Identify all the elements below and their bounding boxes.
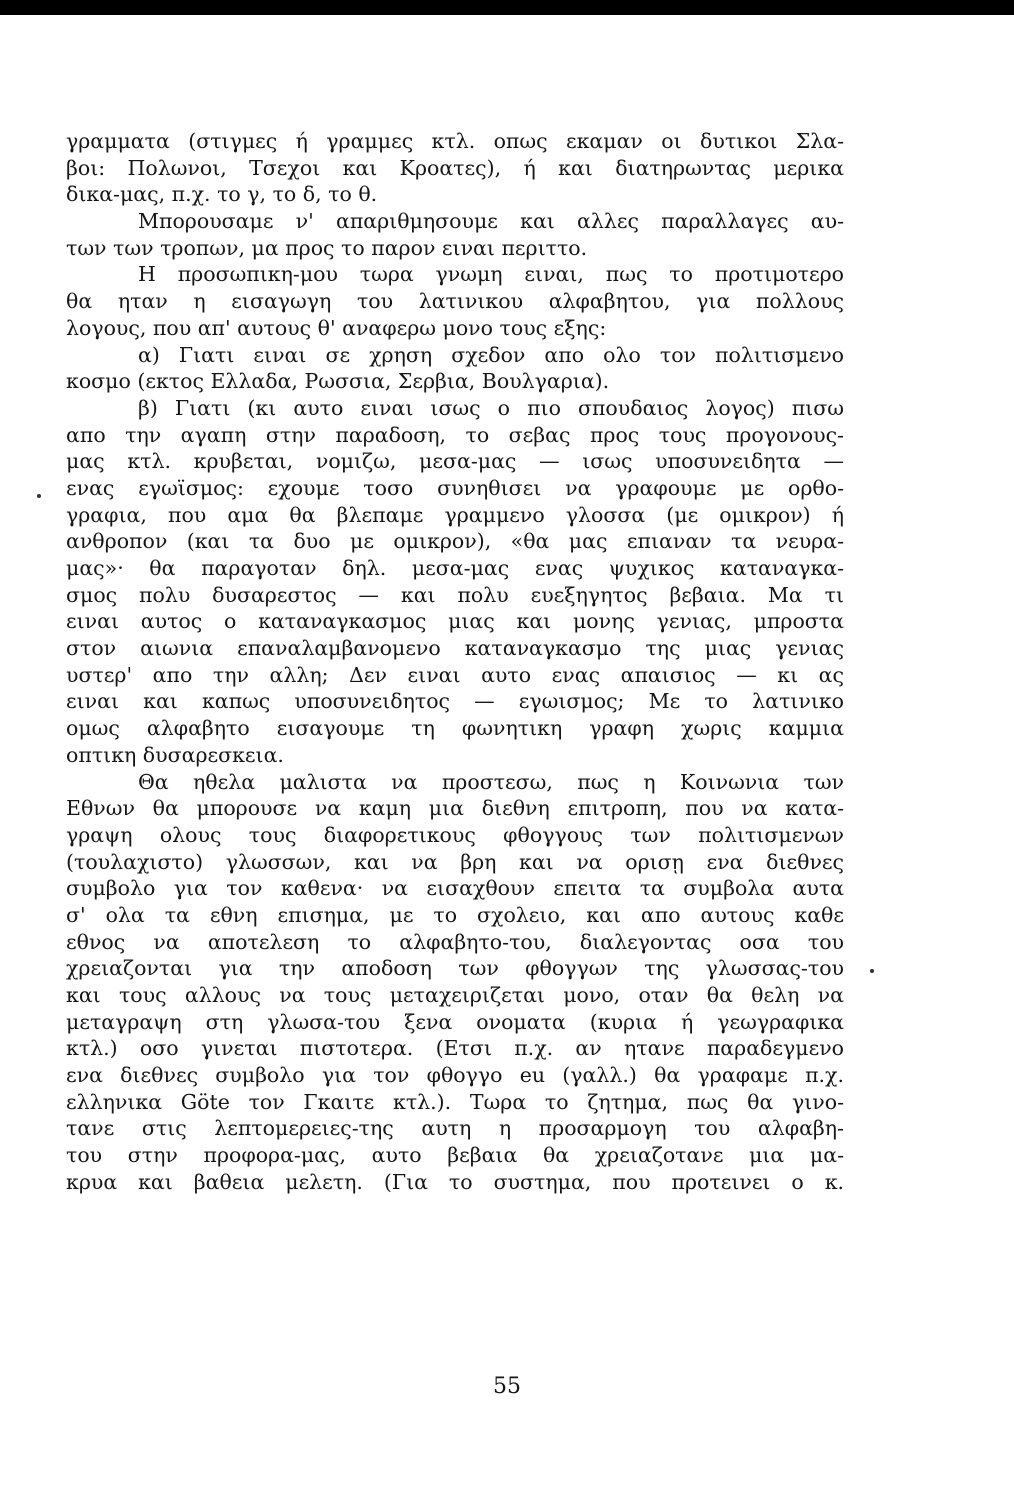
text-line: απο την αγαπη στην παραδοση, το σεβας προς τους προγονους- [66,422,844,447]
text-line: γραμματα (στιγμες ή γραμμες κτλ. οπως εκαμαν οι δυτικοι Σλα- [66,129,845,153]
paragraph-start-line: Θα ηθελα μαλιστα να προστεσω, πως η Κοινωνια των [138,769,844,794]
paragraph-start-line: Η προσωπικη-μου τωρα γνωμη ειναι, πως το προτιμοτερο [138,262,845,287]
text-line: ανθροπον (και τα δυο με ομικρον), «θα μας επιαναν τα νευρα- [66,529,845,554]
text-line: δικα-μας, π.χ. το γ, το δ, το θ. [66,182,378,207]
scan-top-border [0,0,1014,15]
text-line: τανε στις λεπτομερειες-της αυτη η προσαρμογη του αλφαβη- [66,1116,844,1141]
text-line: ενας εγωϊσμος: εχουμε τοσο συνηθισει να γραφουμε με ορθο- [66,475,844,500]
text-line: υστερ' απο την αλλη; Δεν ειναι αυτο ενας απαισιος — κι ας [66,662,844,687]
text-line: χρειαζονται για την αποδοση των φθογγων της γλωσσας-του [66,956,844,981]
text-line: κοσμο (εκτος Ελλαδα, Ρωσσια, Σερβια, Βουλγαρια). [66,369,610,394]
text-line: οπτικη δυσαρεσκεια. [66,742,284,767]
text-line: (τουλαχιστο) γλωσσων, και να βρη και να ορισῃ ενα διεθνες [66,849,845,874]
text-line: ομως αλφαβητο εισαγουμε τη φωνητικη γραφη χωρις καμμια [66,716,844,741]
text-line: ειναι και καπως υποσυνειδητος — εγωισμος; Με το λατινικο [66,689,845,714]
text-line: γραψη ολους τους διαφορετικους φθογγους των πολιτισμενων [66,822,844,847]
scan-speck [37,494,41,498]
text-line: στον αιωνια επαναλαμβανομενο καταναγκασμο της μιας γενιας [66,636,844,661]
text-line: εθνος να αποτελεση το αλφαβητο-του, διαλεγοντας οσα του [66,929,845,954]
text-line: σ' ολα τα εθνη επισημα, με το σχολειο, και απο αυτους καθε [66,902,844,927]
text-line: ενα διεθνες συμβολο για τον φθογγο eu (γαλλ.) θα γραφαμε π.χ. [66,1063,844,1088]
text-line: μας κτλ. κρυβεται, νομιζω, μεσα-μας — ισως υποσυνειδητα — [66,449,845,474]
text-line: κρυα και βαθεια μελετη. (Για το συστημα, που προτεινει ο κ. [66,1169,845,1194]
text-line: του στην προφορα-μας, αυτο βεβαια θα χρειαζοτανε μια μα- [66,1143,844,1168]
text-line: Εθνων θα μπορουσε να καμη μια διεθνη επιτροπη, που να κατα- [66,796,845,821]
text-line: λογους, που απ' αυτους θ' αναφερω μονο τους εξης: [66,315,607,340]
paragraph-start-line: Μπορουσαμε ν' απαριθμησουμε και αλλες παραλλαγες αυ- [138,209,845,234]
text-line: μας»· θα παραγοταν δηλ. μεσα-μας ενας ψυχικος καταναγκα- [66,556,845,580]
text-line: γραφια, που αμα θα βλεπαμε γραμμενο γλοσσα (με ομικρον) ή [66,502,845,527]
text-line: και τους αλλους να τους μεταχειριζεται μονο, οταν θα θελη να [66,983,844,1007]
page-body [66,128,844,1196]
text-line: μεταγραψη στη γλωσα-του ξενα ονοματα (κυρια ή γεωγραφικα [66,1009,845,1034]
text-line: θα ηταν η εισαγωγη του λατινικου αλφαβητου, για πολλους [66,289,845,314]
scan-speck [870,969,874,973]
text-line: συμβολο για τον καθενα· να εισαχθουν επειτα τα συμβολα αυτα [66,876,845,901]
text-line: των των τροπων, μα προς το παρον ειναι περιττο. [66,235,588,260]
text-line: ελληνικα Göte τον Γκαιτε κτλ.). Τωρα το ζητημα, πως θα γινο- [66,1089,845,1114]
list-item-b-line: β) Γιατι (κι αυτο ειναι ισως ο πιο σπουδαιος λογος) πισω [138,395,845,420]
page-number: 55 [493,1374,521,1399]
text-line: σμος πολυ δυσαρεστος — και πολυ ευεξηγητος βεβαια. Μα τι [66,582,844,607]
list-item-a-line: α) Γιατι ειναι σε χρηση σχεδον απο ολο τον πολιτισμενο [138,342,845,367]
text-line: κτλ.) οσο γινεται πιστοτερα. (Ετσι π.χ. αν ητανε παραδεγμενο [66,1036,844,1061]
text-line: βοι: Πολωνοι, Τσεχοι και Κροατες), ή και διατηρωντας μερικα [66,155,844,180]
text-line: ειναι αυτος ο καταναγκασμος μιας και μονης γενιας, μπροστα [66,609,844,634]
